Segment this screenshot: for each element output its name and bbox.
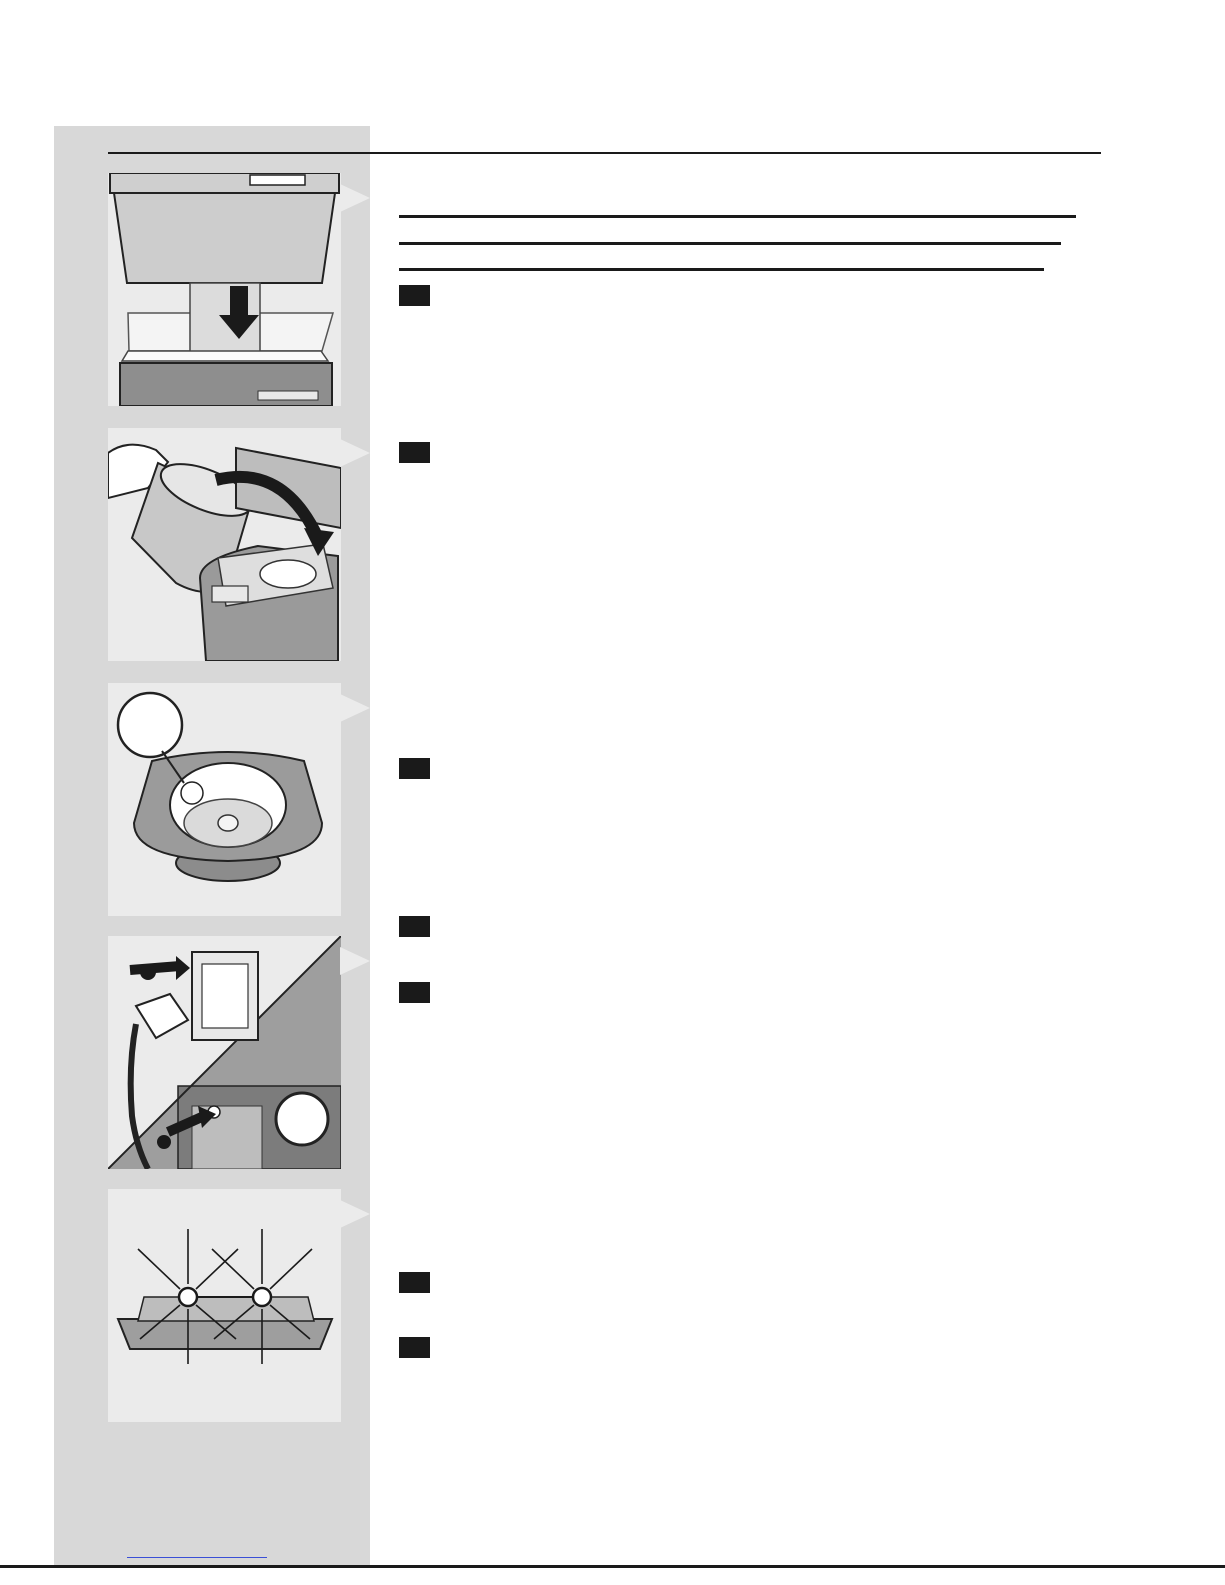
step-marker	[399, 442, 430, 463]
figure-notch	[340, 184, 370, 212]
step-marker	[399, 982, 430, 1003]
header-rule	[108, 152, 1101, 154]
step-marker	[399, 1272, 430, 1293]
figure-pour-water	[108, 428, 341, 661]
blinking-lights-icon	[108, 1189, 341, 1422]
pour-water-jug-icon	[108, 428, 341, 661]
figure-blinking-lights	[108, 1189, 341, 1422]
figure-notch	[340, 1200, 370, 1228]
figure-water-tank	[108, 173, 341, 406]
figure-tank-inlet	[108, 683, 341, 916]
heading-rule	[399, 242, 1061, 245]
plug-in-and-power-icon	[108, 936, 341, 1169]
step-marker	[399, 1337, 430, 1358]
water-tank-insert-icon	[108, 173, 341, 406]
step-marker	[399, 916, 430, 937]
heading-rule	[399, 268, 1044, 271]
footer-rule	[0, 1565, 1225, 1568]
heading-rule	[399, 215, 1076, 218]
step-marker	[399, 758, 430, 779]
footer-link[interactable]	[127, 1557, 267, 1558]
step-marker	[399, 285, 430, 306]
figure-plug-power	[108, 936, 341, 1169]
figure-notch	[340, 947, 370, 975]
figure-notch	[340, 439, 370, 467]
figure-notch	[340, 694, 370, 722]
tank-inlet-detail-icon	[108, 683, 341, 916]
